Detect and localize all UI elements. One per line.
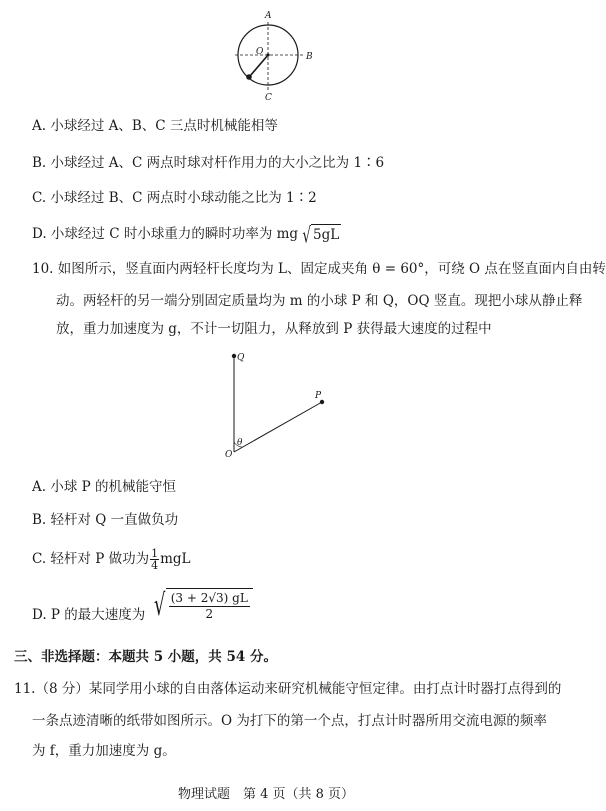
ball-q	[232, 354, 236, 358]
q10-stem-line3: 放，重力加速度为 g，不计一切阻力，从释放到 P 获得最大速度的过程中	[56, 321, 492, 337]
label-o: O	[256, 47, 264, 57]
q10-option-c-prefix: C. 轻杆对 P 做功为	[32, 551, 150, 567]
frac-num: 1	[151, 547, 159, 560]
label-b: B	[306, 52, 313, 62]
q10-stem-line1: 10. 如图所示，竖直面内两轻杆长度均为 L、固定成夹角 θ = 60°，可绕 O 点在竖直面内自由转	[32, 261, 606, 277]
label-o2: O	[225, 450, 233, 460]
big-fraction	[169, 591, 250, 622]
rod-op	[234, 402, 322, 452]
pivot-point	[266, 53, 269, 56]
q9-option-c: C. 小球经过 B、C 两点时小球动能之比为 1∶2	[32, 190, 317, 206]
page-footer: 物理试题 第 4 页（共 8 页）	[177, 787, 355, 802]
q9-option-d	[32, 222, 341, 249]
q10-option-d-prefix: D. P 的最大速度为	[32, 607, 146, 623]
q10-option-b: B. 轻杆对 Q 一直做负功	[32, 512, 179, 528]
sqrt-expression: √ 5gL	[302, 222, 340, 249]
frac-den: 4	[151, 559, 159, 572]
big-sqrt-expression: √ $\frac{(3 + 2√3) gL}{2}$	[150, 588, 253, 623]
big-frac-den: 2	[205, 607, 214, 621]
q9-option-b: B. 小球经过 A、C 两点时球对杆作用力的大小之比为 1∶6	[32, 155, 385, 171]
circle-rod-figure	[225, 8, 315, 103]
fraction-one-quarter	[150, 548, 159, 571]
two-rods-figure	[222, 350, 332, 460]
q10-stem-line2: 动。两轻杆的另一端分别固定质量均为 m 的小球 P 和 Q，OQ 竖直。现把小球从静止释	[56, 293, 583, 309]
q10-option-c-suffix: mgL	[160, 551, 191, 567]
label-a: A	[265, 11, 272, 21]
ball	[246, 74, 252, 80]
label-theta: θ	[237, 438, 243, 448]
section-3-heading: 三、非选择题：本题共 5 小题，共 54 分。	[14, 649, 277, 665]
label-q: Q	[237, 353, 245, 363]
q11-stem-line1: 11.（8 分）某同学用小球的自由落体运动来研究机械能守恒定律。由打点计时器打点得到的	[14, 681, 562, 697]
q11-stem-line2: 一条点迹清晰的纸带如图所示。O 为打下的第一个点，打点计时器所用交流电源的频率	[32, 713, 547, 729]
q10-option-a: A. 小球 P 的机械能守恒	[32, 479, 176, 495]
q9-option-a: A. 小球经过 A、B、C 三点时机械能相等	[32, 118, 278, 134]
q9-option-d-text: D. 小球经过 C 时小球重力的瞬时功率为 mg	[32, 225, 299, 242]
q10-option-d	[32, 587, 253, 633]
big-frac-num: (3 + 2√3) gL	[170, 591, 248, 605]
sqrt-content: 5gL	[311, 224, 341, 244]
q11-stem-line3: 为 f，重力加速度为 g。	[32, 743, 176, 759]
rod	[250, 55, 268, 76]
label-p: P	[315, 391, 322, 401]
q10-option-c	[32, 548, 191, 571]
label-c: C	[265, 93, 272, 103]
